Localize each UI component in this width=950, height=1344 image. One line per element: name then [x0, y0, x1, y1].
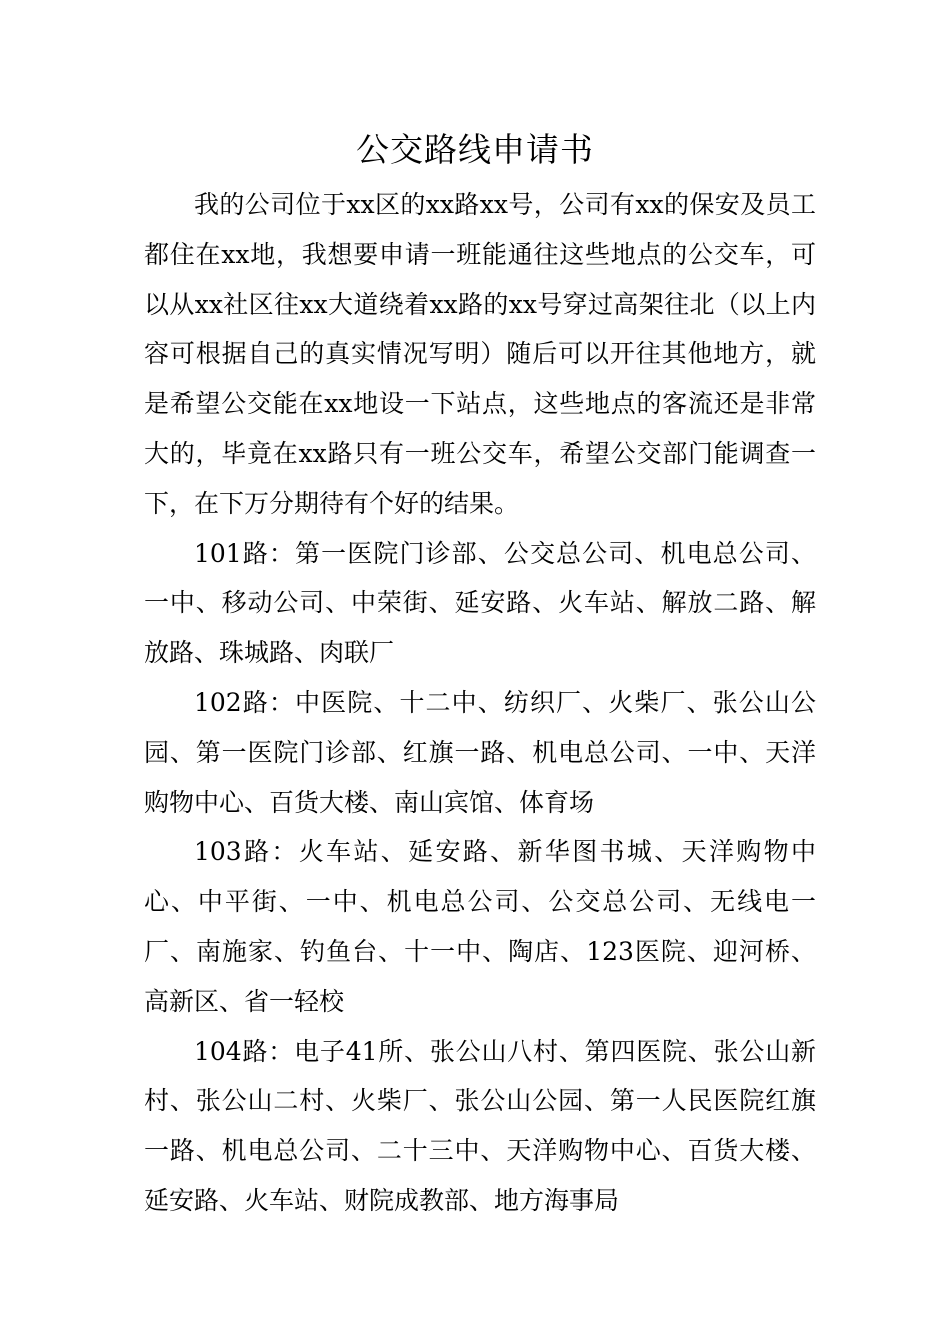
route-103-paragraph: 103路：火车站、延安路、新华图书城、天洋购物中心、中平街、一中、机电总公司、公交总公司、无线电一厂、南施家、钓鱼台、十一中、陶店、123医院、迎河桥、高新区、省一轻校	[144, 837, 816, 1016]
intro-paragraph: 我的公司位于xx区的xx路xx号，公司有xx的保安及员工都住在xx地，我想要申请一班能通往这些地点的公交车，可以从xx社区往xx大道绕着xx路的xx号穿过高架往北（以上内容可根据自己的真实情况写明）随后可以开往其他地方，就是希望公交能在xx地设一下站点，这些地点的客流还是非常大的，毕竟在xx路只有一班公交车，希望公交部门能调查一下，在下万分期待有个好的结果。	[144, 190, 816, 518]
route-102-paragraph: 102路：中医院、十二中、纺织厂、火柴厂、张公山公园、第一医院门诊部、红旗一路、机电总公司、一中、天洋购物中心、百货大楼、南山宾馆、体育场	[144, 687, 816, 817]
route-104-paragraph: 104路：电子41所、张公山八村、第四医院、张公山新村、张公山二村、火柴厂、张公山公园、第一人民医院红旗一路、机电总公司、二十三中、天洋购物中心、百货大楼、延安路、火车站、财院成教部、地方海事局	[144, 1036, 816, 1215]
document-title: 公交路线申请书	[356, 130, 594, 169]
route-101-paragraph: 101路：第一医院门诊部、公交总公司、机电总公司、一中、移动公司、中荣街、延安路、火车站、解放二路、解放路、珠城路、肉联厂	[144, 538, 816, 668]
document-body	[144, 180, 816, 1226]
